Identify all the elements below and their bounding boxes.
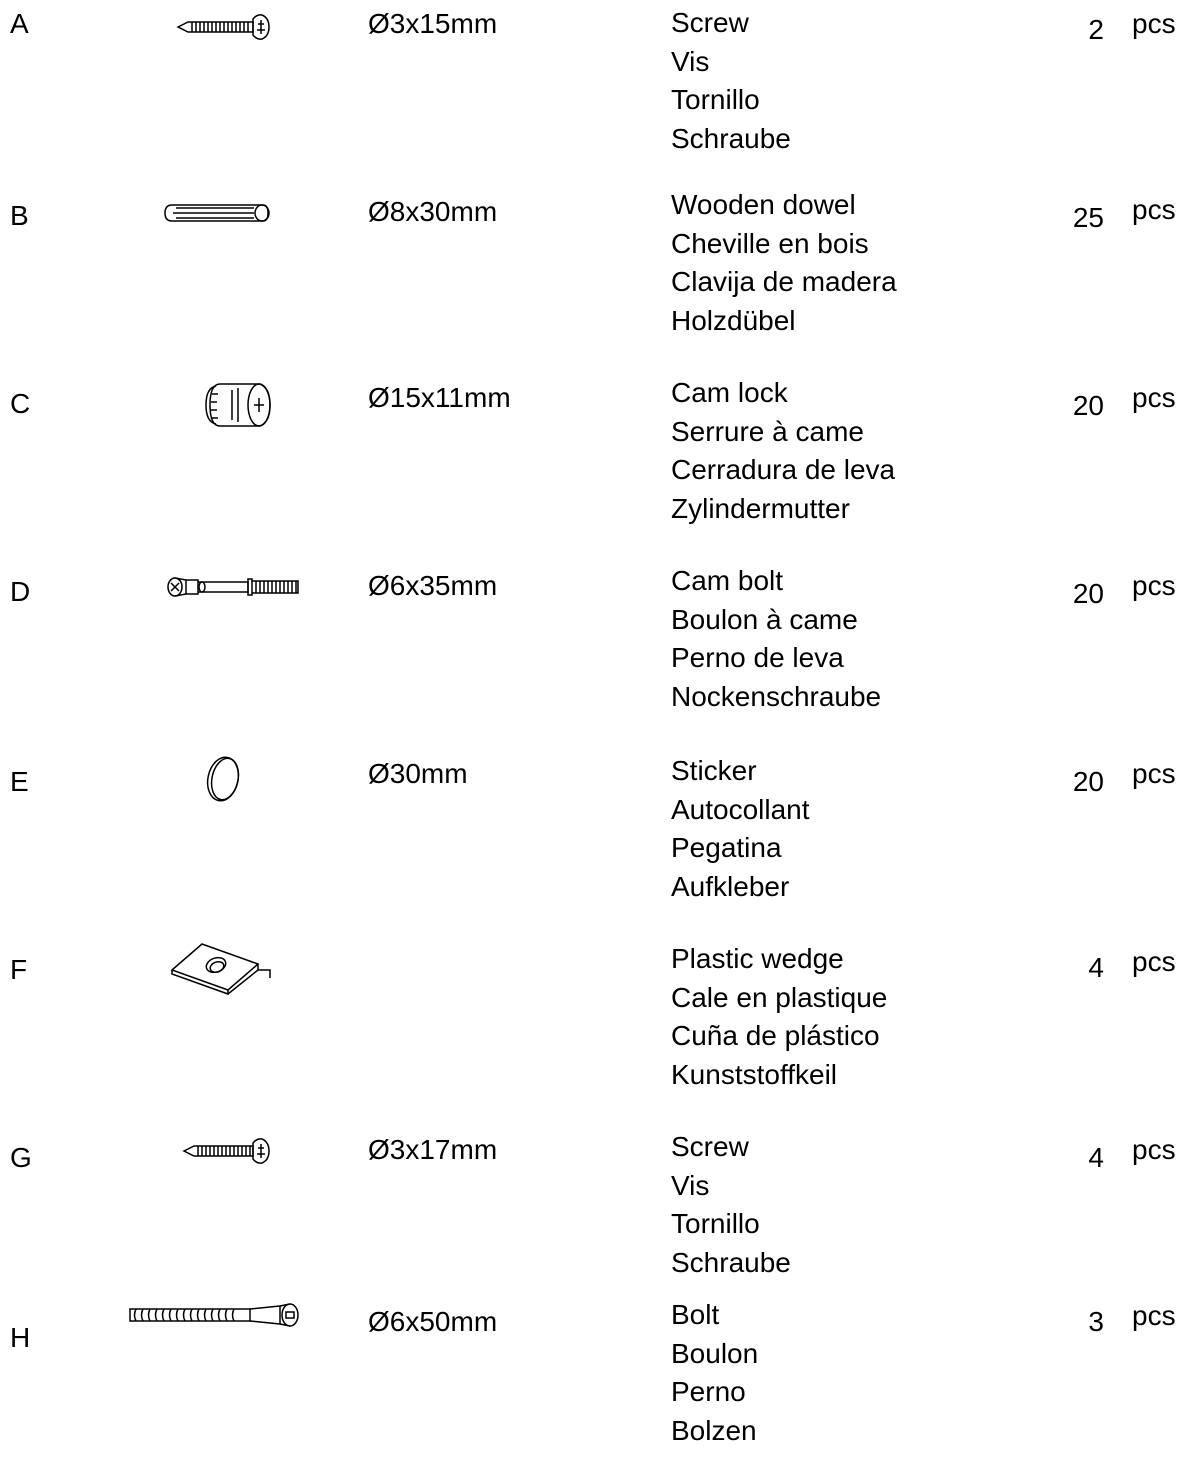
part-name-es: Tornillo <box>671 84 760 115</box>
part-name-en: Cam lock <box>671 377 788 408</box>
part-letter: A <box>10 8 29 39</box>
part-names <box>671 4 791 158</box>
part-name-es: Pegatina <box>671 832 782 863</box>
part-name-es: Cuña de plástico <box>671 1020 880 1051</box>
part-name-fr: Cale en plastique <box>671 981 888 1013</box>
part-letter: H <box>10 1322 31 1353</box>
part-dimension: Ø8x30mm <box>368 196 498 227</box>
part-name-de: Aufkleber <box>671 870 790 902</box>
part-name-de: Schraube <box>671 122 791 154</box>
part-letter: F <box>10 954 28 985</box>
part-names <box>671 374 895 528</box>
part-quantity: 3 <box>1088 1306 1104 1337</box>
part-names <box>671 752 810 906</box>
part-row-d <box>0 564 1194 750</box>
screw-icon <box>120 1132 320 1192</box>
part-quantity: 20 <box>1072 390 1104 421</box>
part-unit: pcs <box>1132 8 1176 39</box>
part-quantity: 25 <box>1072 202 1104 233</box>
part-unit: pcs <box>1132 382 1176 413</box>
part-name-en: Cam bolt <box>671 565 784 596</box>
part-unit: pcs <box>1132 570 1176 601</box>
part-row-b <box>0 188 1194 374</box>
part-dimension: Ø15x11mm <box>368 382 511 413</box>
part-name-de: Bolzen <box>671 1414 757 1446</box>
part-names <box>671 940 887 1094</box>
part-unit: pcs <box>1132 946 1176 977</box>
part-name-fr: Boulon <box>671 1337 759 1369</box>
part-name-de: Kunststoffkeil <box>671 1058 838 1090</box>
part-name-de: Schraube <box>671 1246 791 1278</box>
part-dimension: Ø3x17mm <box>368 1134 498 1165</box>
part-quantity: 20 <box>1072 578 1104 609</box>
part-name-fr: Vis <box>671 45 710 77</box>
part-dimension: Ø3x15mm <box>368 8 498 39</box>
part-name-es: Tornillo <box>671 1208 760 1239</box>
part-dimension: Ø6x35mm <box>368 570 498 601</box>
part-unit: pcs <box>1132 1300 1176 1331</box>
part-name-en: Wooden dowel <box>671 189 856 220</box>
part-name-fr: Autocollant <box>671 793 810 825</box>
part-name-de: Nockenschraube <box>671 680 882 712</box>
part-names <box>671 1296 758 1450</box>
part-name-en: Plastic wedge <box>671 943 844 974</box>
cam-lock-icon <box>120 376 320 436</box>
part-quantity: 2 <box>1088 14 1104 45</box>
part-name-de: Holzdübel <box>671 304 796 336</box>
part-letter: D <box>10 576 31 607</box>
bolt-icon <box>120 1296 320 1356</box>
screw-icon <box>120 8 320 68</box>
part-names <box>671 562 881 716</box>
part-name-fr: Serrure à came <box>671 415 864 447</box>
part-name-en: Sticker <box>671 755 757 786</box>
part-letter: B <box>10 200 29 231</box>
part-names <box>671 186 897 340</box>
part-name-fr: Cheville en bois <box>671 227 869 259</box>
part-dimension: Ø6x50mm <box>368 1306 498 1337</box>
part-row-a <box>0 0 1194 186</box>
part-names <box>671 1128 791 1282</box>
part-quantity: 4 <box>1088 1142 1104 1173</box>
part-name-es: Perno de leva <box>671 642 844 673</box>
part-quantity: 20 <box>1072 766 1104 797</box>
part-row-e <box>0 752 1194 938</box>
part-row-c <box>0 376 1194 562</box>
part-name-en: Screw <box>671 7 749 38</box>
part-unit: pcs <box>1132 758 1176 789</box>
part-letter: C <box>10 388 31 419</box>
part-name-fr: Vis <box>671 1169 710 1201</box>
part-quantity: 4 <box>1088 952 1104 983</box>
part-unit: pcs <box>1132 1134 1176 1165</box>
part-row-h <box>0 1296 1194 1482</box>
part-name-fr: Boulon à came <box>671 603 858 635</box>
part-name-en: Bolt <box>671 1299 720 1330</box>
part-row-g <box>0 1128 1194 1314</box>
part-letter: E <box>10 766 29 797</box>
sticker-icon <box>120 752 320 812</box>
part-dimension: Ø30mm <box>368 758 468 789</box>
wooden-dowel-icon <box>120 194 320 254</box>
part-row-f <box>0 940 1194 1126</box>
cam-bolt-icon <box>120 568 320 628</box>
part-name-de: Zylindermutter <box>671 492 850 524</box>
part-name-es: Clavija de madera <box>671 266 897 297</box>
part-name-en: Screw <box>671 1131 749 1162</box>
part-letter: G <box>10 1142 32 1173</box>
part-name-es: Cerradura de leva <box>671 454 896 485</box>
part-name-es: Perno <box>671 1376 746 1407</box>
plastic-wedge-icon <box>120 940 320 1000</box>
part-unit: pcs <box>1132 194 1176 225</box>
